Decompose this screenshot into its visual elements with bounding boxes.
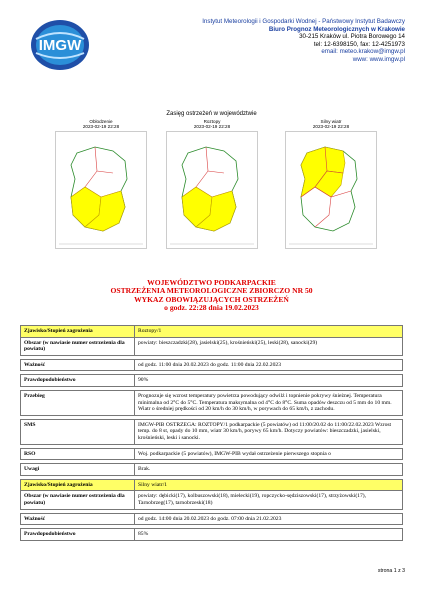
warnings-title — [0, 279, 423, 313]
label-area: Obszar (w nawiasie numer ostrzeżenia dla powiatu) — [21, 491, 135, 509]
table-row — [21, 419, 403, 444]
label-validity: Ważność — [21, 359, 135, 371]
table-row — [21, 464, 403, 476]
warnings-table — [20, 325, 403, 541]
value-rso: Woj. podkarpackie (5 powiatów), IMGW-PIB wydał ostrzeżenie pierwszego stopnia o — [135, 448, 403, 460]
map-date: 2023-02-19 22:28 — [82, 124, 120, 130]
map-silny-wiatr — [285, 119, 377, 249]
label-probability: Prawdopodobieństwo — [21, 529, 135, 541]
map-date: 2023-02-19 22:28 — [312, 124, 350, 130]
table-row — [21, 390, 403, 415]
map-graphic — [166, 131, 258, 249]
label-course: Przebieg — [21, 390, 135, 415]
map-graphic — [55, 131, 147, 249]
title-line: o godz. 22:28 dnia 19.02.2023 — [164, 303, 259, 313]
label-probability: Prawdopodobieństwo — [21, 375, 135, 387]
table-row — [21, 479, 403, 491]
table-row — [21, 513, 403, 525]
map-graphic — [285, 131, 377, 249]
value-validity: od godz. 11:00 dnia 20.02.2023 do godz. 11:00 dnia 22.02.2023 — [135, 359, 403, 371]
logo-text: IMGW — [38, 37, 82, 54]
value-probability: 85% — [135, 529, 403, 541]
label-remarks: Uwagi — [21, 464, 135, 476]
value-probability: 90% — [135, 375, 403, 387]
table-row — [21, 359, 403, 371]
label-area: Obszar (w nawiasie numer ostrzeżenia dla powiatu) — [21, 337, 135, 355]
value-phenomenon: Roztopy/1 — [135, 326, 403, 338]
table-row — [21, 326, 403, 338]
office-phone: tel: 12-6398150, fax: 12-4251973 — [313, 40, 405, 48]
table-row — [21, 529, 403, 541]
map-roztopy — [166, 119, 258, 249]
map-title: Roztopy — [203, 119, 221, 124]
table-row — [21, 448, 403, 460]
label-phenomenon: Zjawisko/Stopień zagrożenia — [21, 479, 135, 491]
maps-title: Zasięg ostrzeżeń w województwie — [166, 111, 257, 117]
page-number: strona 1 z 3 — [377, 568, 405, 574]
title-line: WOJEWÓDZTWO PODKARPACKIE — [147, 278, 276, 287]
value-phenomenon: Silny wiatr/1 — [135, 479, 403, 491]
office-address: 30-215 Kraków ul. Piotra Borowego 14 — [299, 33, 405, 41]
label-phenomenon: Zjawisko/Stopień zagrożenia — [21, 326, 135, 338]
value-validity: od godz. 14:00 dnia 20.02.2023 do godz. 07:00 dnia 21.02.2023 — [135, 513, 403, 525]
value-sms: IMGW-PIB OSTRZEGA: ROZTOPY/1 podkarpackie (5 powiatów) od 11:00/20.02 do 11:00/22.02.2023 Wzrost temp. do 8 st, opady do 10 mm, wiatr 30 km/h, porywy 65 km/h. Dotyczy powiatów: bieszczadzki, jasielski, krośnieński, leski i sanocki. — [135, 419, 403, 444]
table-row — [21, 375, 403, 387]
table-row — [21, 337, 403, 355]
value-remarks: Brak. — [135, 464, 403, 476]
map-title: Silny wiatr — [320, 119, 342, 124]
table-row — [21, 491, 403, 509]
value-area: powiaty: bieszczadzki(28), jasielski(25), krośnieński(25), leski(28), sanocki(29) — [135, 337, 403, 355]
map-date: 2023-02-19 22:28 — [193, 124, 231, 130]
imgw-logo — [30, 19, 90, 71]
label-validity: Ważność — [21, 513, 135, 525]
office-name: Biuro Prognoz Meteorologicznych w Krakowie — [268, 25, 405, 33]
institute-header — [135, 18, 405, 64]
institute-name: Instytut Meteorologii i Gospodarki Wodnej - Państwowy Instytut Badawczy — [202, 18, 405, 25]
office-www[interactable]: www: www.imgw.pl — [352, 55, 405, 63]
map-oblodzenie — [55, 119, 147, 249]
value-area: powiaty: dębicki(17), kolbuszowski(18), mielecki(19), ropczycko-sędziszowski(17), strzyżowski(17), Tarnobrzeg(17), tarnobrzeski(18) — [135, 491, 403, 509]
title-line: WYKAZ OBOWIĄZUJĄCYCH OSTRZEŻEŃ — [134, 294, 289, 304]
map-title: Oblodzenie — [89, 119, 113, 124]
label-rso: RSO — [21, 448, 135, 460]
title-line: OSTRZEŻENIA METEOROLOGICZNE ZBIORCZO NR 50 — [110, 286, 313, 296]
value-course: Prognozuje się wzrost temperatury powietrza powodujący odwilż i topnienie pokrywy śnieżnej. Temperatura minimalna od 2°C do 5°C. Temperatura maksymalna od 4°C do 8°C. Suma opadów deszczu od 5 mm do 10 mm. Wiatr o średniej prędkości od 20 km/h do 30 km/h, w porywach do 65 km/h, z zachodu. — [135, 390, 403, 415]
label-sms: SMS — [21, 419, 135, 444]
office-email[interactable]: email: meteo.krakow@imgw.pl — [321, 48, 405, 56]
